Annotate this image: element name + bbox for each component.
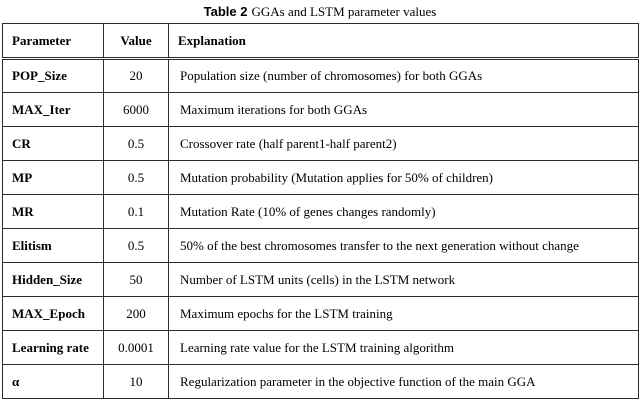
table-row [3,127,639,161]
parameter-cell: CR [3,127,104,161]
parameter-cell: α [3,365,104,399]
header-parameter: Parameter [3,24,104,59]
parameter-cell: Elitism [3,229,104,263]
header-explanation: Explanation [169,24,639,59]
parameter-cell: Hidden_Size [3,263,104,297]
value-cell: 200 [104,297,169,331]
explanation-cell: 50% of the best chromosomes transfer to the next generation without change [169,229,639,263]
value-cell: 0.5 [104,127,169,161]
table-row [3,331,639,365]
explanation-cell: Mutation probability (Mutation applies for 50% of children) [169,161,639,195]
parameter-cell: MR [3,195,104,229]
table-caption-label: Table 2 [203,4,248,19]
explanation-cell: Learning rate value for the LSTM training algorithm [169,331,639,365]
header-row [3,24,639,59]
table-row [3,161,639,195]
table-row [3,365,639,399]
explanation-cell: Maximum iterations for both GGAs [169,93,639,127]
value-cell: 10 [104,365,169,399]
table-row [3,59,639,93]
explanation-cell: Population size (number of chromosomes) for both GGAs [169,59,639,93]
table-row [3,195,639,229]
explanation-cell: Maximum epochs for the LSTM training [169,297,639,331]
parameters-table [2,23,639,399]
explanation-cell: Number of LSTM units (cells) in the LSTM network [169,263,639,297]
header-value: Value [104,24,169,59]
value-cell: 0.5 [104,161,169,195]
table-caption-text: GGAs and LSTM parameter values [251,4,437,19]
parameter-cell: Learning rate [3,331,104,365]
table-caption [2,3,638,20]
explanation-cell: Mutation Rate (10% of genes changes randomly) [169,195,639,229]
table-row [3,229,639,263]
parameter-cell: MAX_Epoch [3,297,104,331]
parameter-cell: POP_Size [3,59,104,93]
value-cell: 0.0001 [104,331,169,365]
value-cell: 20 [104,59,169,93]
parameter-cell: MAX_Iter [3,93,104,127]
parameter-cell: MP [3,161,104,195]
value-cell: 6000 [104,93,169,127]
table-row [3,93,639,127]
table-row [3,297,639,331]
explanation-cell: Regularization parameter in the objective function of the main GGA [169,365,639,399]
table-row [3,263,639,297]
value-cell: 50 [104,263,169,297]
value-cell: 0.5 [104,229,169,263]
value-cell: 0.1 [104,195,169,229]
explanation-cell: Crossover rate (half parent1-half parent2) [169,127,639,161]
